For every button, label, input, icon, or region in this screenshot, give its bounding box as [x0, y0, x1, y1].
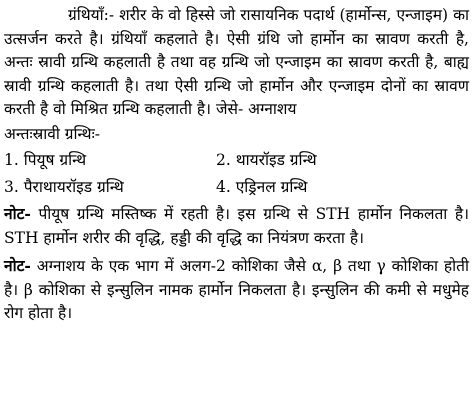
list-item: 4. एड्रिनल ग्रन्थि [216, 177, 308, 196]
endocrine-glands-heading: अन्तःस्रावी ग्रन्थिः- [4, 124, 100, 143]
list-item: 1. पियूष ग्रन्थि [4, 151, 87, 169]
gland-list [4, 149, 469, 199]
glands-definition-paragraph: ग्रंथियाँ:- शरीर के वो हिस्से जो रासायनिक पदार्थ (हार्मोन्स, एन्जाइम) का उत्सर्जन करते है। ग्रंथियाँ कहलाते है। ऐसी ग्रंथि जो हार्मोन का स्रावण करती है, अन्तः स्रावी ग्रन्थि कहलाती है तथा वह ग्रन्थि जो एन्जाइम का स्रावण करती है, बाह्य स्रावी ग्रन्थि कहलाती है। तथा ऐसी ग्रन्थि जो हार्मोन और एन्जाइम दोनों का स्रावण करती है वो मिश्रित ग्रन्थि कहलाती है। जेसे- अग्नाशय [4, 6, 469, 118]
note-pancreas [4, 254, 469, 326]
note-text: अग्नाशय के एक भाग में अलग-2 कोशिका जैसे α, β तथा γ कोशिका होती है। β कोशिका से इन्सुलिन नामक हार्मोन निकलता है। इन्सुलिन की कमी से मधुमेह रोग होता है। [4, 257, 469, 322]
note-label: नोट- [4, 204, 31, 223]
note-label: नोट- [4, 256, 31, 275]
list-item: 3. पैराथायरॉइड ग्रन्थि [4, 177, 124, 196]
note-pituitary [4, 202, 469, 250]
note-text: पीयूष ग्रन्थि मस्तिष्क में रहती है। इस ग्रन्थि से STH हार्मोन निकलता है। STH हार्मोन शरीर की वृद्धि, हड्डी की वृद्धि का नियंत्रण करता है। [4, 205, 469, 247]
list-item: 2. थायरॉइड ग्रन्थि [216, 151, 317, 169]
